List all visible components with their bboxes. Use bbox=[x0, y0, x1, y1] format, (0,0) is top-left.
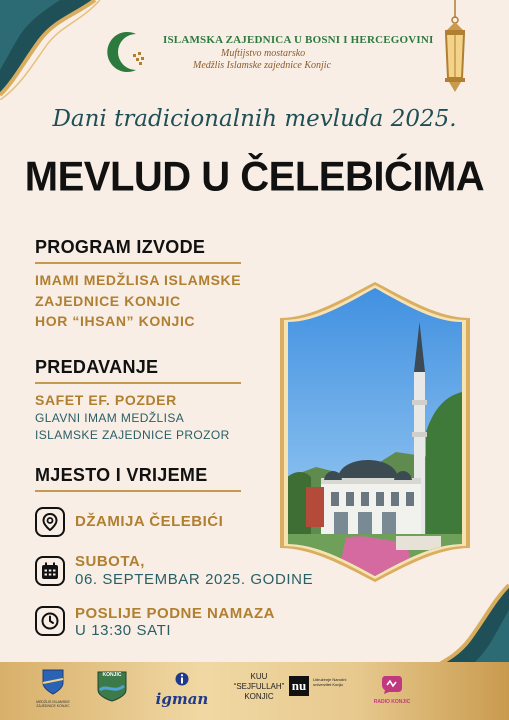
event-time-note: POSLIJE PODNE NAMAZA bbox=[75, 605, 276, 622]
calendar-icon bbox=[35, 556, 65, 586]
islamic-community-logo bbox=[106, 28, 154, 76]
event-day: SUBOTA, bbox=[75, 553, 145, 570]
lecturer-role-line2: ISLAMSKE ZAJEDNICE PROZOR bbox=[35, 428, 230, 442]
mosque-photo bbox=[276, 282, 474, 582]
divider bbox=[35, 382, 241, 384]
lantern-icon bbox=[437, 0, 473, 100]
sponsor-logo-1: MEDŽLIS ISLAMSKE ZAJEDNICE KONJIC bbox=[33, 669, 73, 708]
event-date: 06. SEPTEMBAR 2025. GODINE bbox=[75, 571, 314, 588]
radio-wave-icon bbox=[381, 674, 403, 694]
nu-logo-icon: nu bbox=[289, 676, 309, 696]
org-council: Medžlis Islamske zajednice Konjic bbox=[193, 60, 332, 71]
program-performer-line1: IMAMI MEDŽLISA ISLAMSKE bbox=[35, 272, 242, 288]
lecture-heading: PREDAVANJE bbox=[35, 357, 159, 377]
venue-location: DŽAMIJA ČELEBIĆI bbox=[75, 513, 224, 530]
clock-icon bbox=[35, 606, 65, 636]
event-title: MEVLUD U ČELEBIĆIMA bbox=[24, 153, 485, 201]
divider bbox=[35, 490, 241, 492]
sponsor-logo-4: KUU “SEJFULLAH” KONJIC bbox=[233, 672, 285, 701]
venue-heading: MJESTO I VRIJEME bbox=[35, 465, 208, 485]
program-choir: HOR “IHSAN” KONJIC bbox=[35, 313, 196, 329]
sponsor-logo-3: igman bbox=[150, 672, 214, 707]
sponsor-logo-6: RADIO KONJIC bbox=[367, 674, 417, 705]
program-heading: PROGRAM IZVODE bbox=[35, 237, 206, 257]
org-name: ISLAMSKA ZAJEDNICA U BOSNI I HERCEGOVINI bbox=[163, 34, 434, 46]
sponsor-logo-2: KONJIC bbox=[96, 670, 128, 702]
sponsors-bar: MEDŽLIS ISLAMSKE ZAJEDNICE KONJIC KONJIC igman KUU “SEJFULLAH” KONJIC nu Udruženje Narodni univerzitet Konjic RADIO KONJIC bbox=[0, 662, 509, 720]
lecturer-role-line1: GLAVNI IMAM MEDŽLISA bbox=[35, 411, 185, 425]
organization-header bbox=[163, 34, 434, 71]
divider bbox=[35, 262, 241, 264]
lecturer-name: SAFET EF. POZDER bbox=[35, 392, 177, 408]
org-muftiate: Muftijstvo mostarsko bbox=[221, 48, 306, 59]
corner-ornament-top-left bbox=[0, 0, 100, 100]
event-subtitle: Dani tradicionalnih mevluda 2025. bbox=[52, 106, 457, 132]
igman-i-icon bbox=[175, 672, 189, 686]
event-time: U 13:30 SATI bbox=[75, 622, 172, 639]
coat-of-arms-icon bbox=[42, 669, 64, 695]
program-performer-line2: ZAJEDNICE KONJIC bbox=[35, 293, 181, 309]
location-pin-icon bbox=[35, 507, 65, 537]
